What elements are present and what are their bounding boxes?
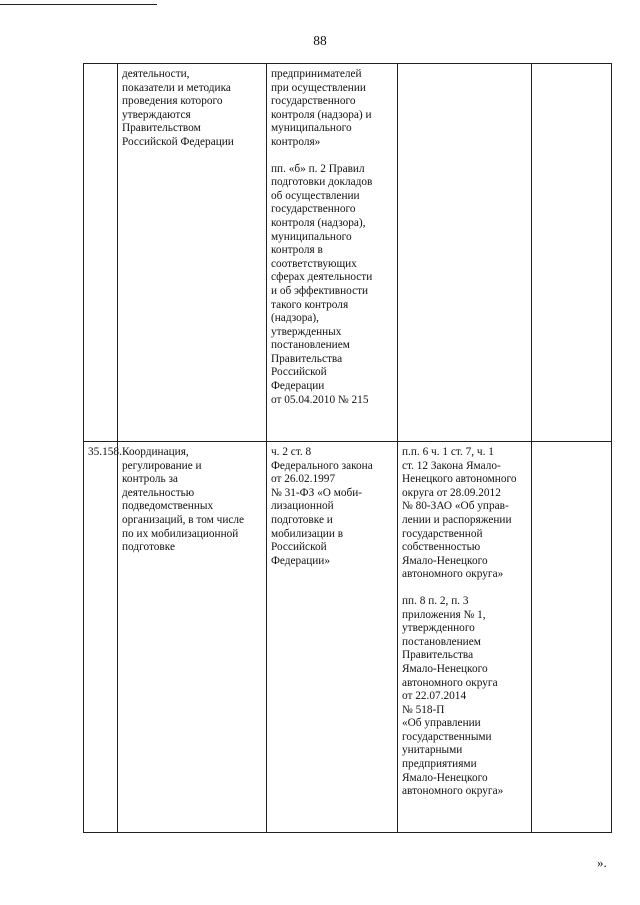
text-line: сферах деятельности — [271, 271, 373, 284]
text-line: пп. «б» п. 2 Правил — [271, 162, 365, 175]
text-line: ч. 2 ст. 8 — [271, 446, 312, 458]
text-line: контроля» — [271, 135, 321, 148]
regional-basis-cell — [398, 64, 532, 442]
text-line: Ямало-Ненецкого — [402, 554, 488, 567]
page-number: 88 — [313, 33, 327, 48]
text-line: показатели и методика — [122, 81, 231, 94]
text-line: и об эффективности — [271, 284, 369, 297]
text-line: государственными — [402, 730, 492, 743]
text-line: Ямало-Ненецкого — [402, 662, 488, 675]
text-line: лении и распоряжении — [402, 513, 512, 526]
text-line: Правительства — [271, 352, 343, 365]
text-line: № 518-П — [402, 703, 445, 716]
text-line: предприятиями — [402, 758, 477, 771]
powers-table — [83, 63, 612, 833]
text-line: государственного — [271, 203, 356, 216]
text-line: п.п. 6 ч. 1 ст. 7, ч. 1 — [402, 446, 494, 458]
function-cell — [118, 64, 267, 442]
table-row — [84, 442, 612, 833]
text-line: «Об управлении — [402, 717, 481, 730]
text-line: округа от 28.09.2012 — [402, 486, 501, 499]
text-line: № 80-ЗАО «Об управ- — [402, 500, 509, 513]
text-line: утвержденных — [271, 325, 342, 338]
text-line: Федерального закона — [271, 459, 373, 472]
note-cell — [532, 442, 612, 833]
table-row — [84, 64, 612, 442]
text-line: автономного округа» — [402, 785, 504, 798]
text-line: собственностью — [402, 541, 481, 554]
text-line: подготовке и — [271, 513, 333, 526]
text-line: при осуществлении — [271, 81, 366, 94]
text-line: Российской Федерации — [122, 135, 234, 148]
text-line: организаций, в том числе — [122, 513, 245, 526]
closing-mark: ». — [597, 855, 607, 870]
text-line: контроля в — [271, 244, 323, 257]
text-line: № 31-ФЗ «О моби- — [271, 486, 363, 499]
text-line: автономного округа» — [402, 568, 504, 581]
text-line: об осуществлении — [271, 189, 360, 202]
text-line: утверждаются — [122, 108, 191, 121]
text-line: Правительства — [402, 649, 474, 662]
text-line: подготовке — [122, 541, 175, 554]
text-line: Ямало-Ненецкого — [402, 771, 488, 784]
text-line: подготовки докладов — [271, 176, 373, 189]
text-line: соответствующих — [271, 257, 357, 270]
text-line: от 26.02.1997 — [271, 473, 336, 486]
row-number-cell — [84, 442, 122, 833]
federal-basis-cell — [267, 442, 398, 833]
text-line: государственного — [271, 95, 356, 108]
text-line: постановлением — [271, 339, 350, 352]
text-line: Ненецкого автономного — [402, 473, 517, 486]
text-line: проведения которого — [122, 95, 223, 108]
text-line: регулирование и — [122, 459, 202, 472]
text-line: (надзора), — [271, 312, 320, 325]
regional-basis-cell — [398, 442, 532, 833]
function-cell — [118, 442, 267, 833]
text-line: деятельностью — [122, 486, 195, 499]
text-line: по их мобилизационной — [122, 527, 239, 540]
text-line: утвержденного — [402, 622, 475, 635]
text-line: от 05.04.2010 № 215 — [271, 393, 369, 406]
text-line: ст. 12 Закона Ямало- — [402, 459, 501, 472]
top-rule — [0, 4, 157, 5]
text-line: муниципального — [271, 230, 352, 243]
text-line: лизационной — [271, 500, 334, 513]
text-line: деятельности, — [122, 68, 190, 80]
text-line: приложения № 1, — [402, 608, 486, 621]
federal-basis-cell — [267, 64, 398, 442]
text-line: Федерации» — [271, 554, 330, 567]
text-line: государственной — [402, 527, 483, 540]
row-number-cell — [84, 64, 118, 442]
text-line: контроля (надзора) и — [271, 108, 372, 121]
paragraph-gap — [271, 150, 393, 163]
text-line: Федерации — [271, 380, 325, 393]
paragraph-gap — [402, 582, 527, 595]
text-line: подведомственных — [122, 500, 214, 513]
text-line: мобилизации в — [271, 527, 344, 540]
text-line: унитарными — [402, 744, 463, 757]
text-line: такого контроля — [271, 298, 349, 311]
text-line: пп. 8 п. 2, п. 3 — [402, 594, 469, 607]
text-line: автономного округа — [402, 676, 498, 689]
note-cell — [532, 64, 612, 442]
row-number: 35.158. — [88, 446, 122, 458]
text-line: предпринимателей — [271, 68, 362, 80]
text-line: Российской — [271, 541, 327, 554]
text-line: от 22.07.2014 — [402, 690, 467, 703]
text-line: Российской — [271, 366, 327, 379]
text-line: контроля (надзора), — [271, 216, 366, 229]
text-line: контроль за — [122, 473, 178, 486]
text-line: постановлением — [402, 635, 481, 648]
text-line: муниципального — [271, 122, 352, 135]
text-line: Координация, — [122, 446, 189, 458]
text-line: Правительством — [122, 122, 201, 135]
